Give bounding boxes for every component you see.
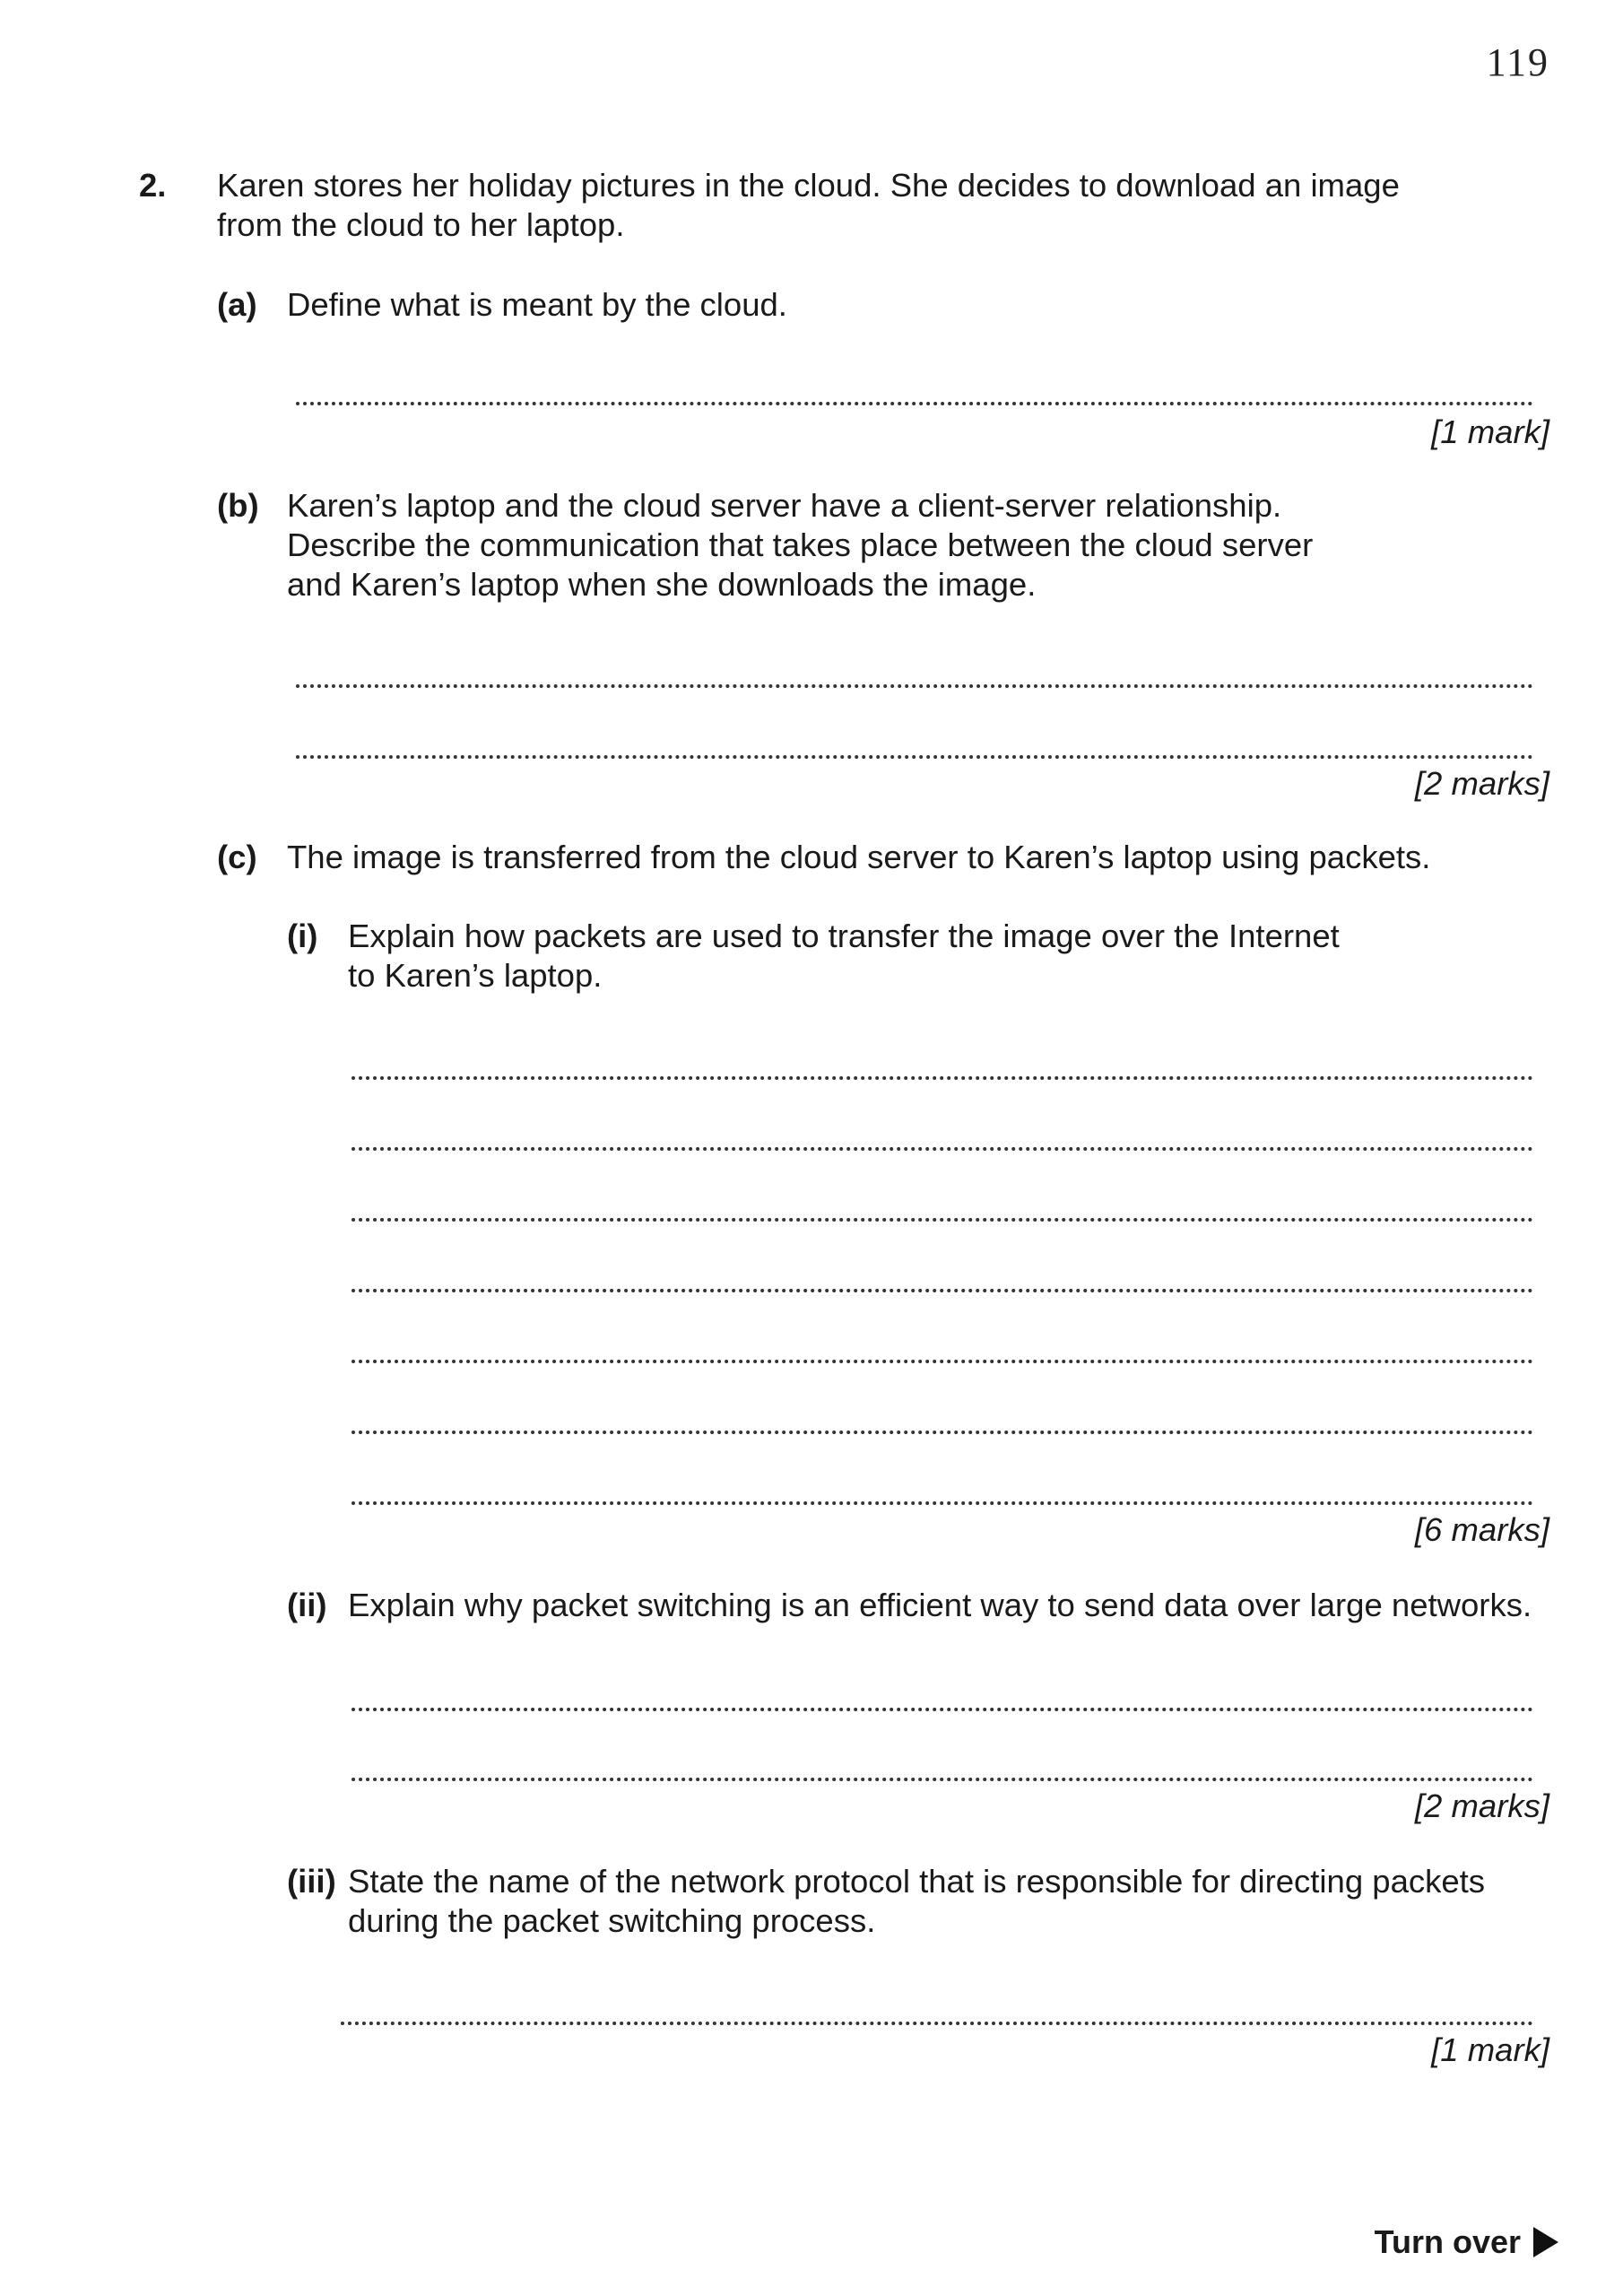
answer-line-c-i-5[interactable] <box>352 1360 1533 1363</box>
answer-line-c-i-1[interactable] <box>352 1076 1533 1080</box>
part-b-text-line-3: and Karen’s laptop when she downloads the image. <box>287 566 1037 603</box>
part-c-text: The image is transferred from the cloud server to Karen’s laptop using packets. <box>287 839 1431 875</box>
answer-line-b-1[interactable] <box>296 684 1533 688</box>
turn-over-label: Turn over <box>1374 2223 1521 2260</box>
part-c-iii-text-line-1: State the name of the network protocol that is responsible for directing packets <box>348 1863 1486 1900</box>
part-b-text-line-2: Describe the communication that takes place between the cloud server <box>287 526 1314 563</box>
page-number: 119 <box>1486 40 1549 84</box>
part-b-text-line-1: Karen’s laptop and the cloud server have a client-server relationship. <box>287 487 1282 524</box>
answer-line-c-i-4[interactable] <box>352 1289 1533 1292</box>
part-b-marks: [2 marks] <box>1414 765 1549 802</box>
part-b-label: (b) <box>217 487 259 524</box>
part-c-iii-marks: [1 mark] <box>1431 2031 1549 2068</box>
answer-line-c-iii-1[interactable] <box>341 2022 1533 2025</box>
part-c-i-text-line-1: Explain how packets are used to transfer the image over the Internet <box>348 918 1340 954</box>
answer-line-c-i-7[interactable] <box>352 1501 1533 1505</box>
answer-line-c-ii-1[interactable] <box>352 1708 1533 1711</box>
answer-line-b-2[interactable] <box>296 755 1533 759</box>
right-triangle-icon <box>1533 2227 1558 2257</box>
answer-line-c-i-6[interactable] <box>352 1431 1533 1434</box>
part-c-i-label: (i) <box>287 918 318 954</box>
answer-line-c-ii-2[interactable] <box>352 1778 1533 1781</box>
answer-line-a-1[interactable] <box>296 402 1533 405</box>
answer-line-c-i-3[interactable] <box>352 1218 1533 1222</box>
part-c-i-text-line-2: to Karen’s laptop. <box>348 957 603 994</box>
part-c-label: (c) <box>217 839 257 875</box>
answer-line-c-i-2[interactable] <box>352 1147 1533 1151</box>
part-c-ii-label: (ii) <box>287 1587 327 1623</box>
part-a-marks: [1 mark] <box>1431 413 1549 450</box>
part-c-ii-marks: [2 marks] <box>1414 1787 1549 1824</box>
question-number: 2. <box>139 167 167 204</box>
question-intro-line-1: Karen stores her holiday pictures in the cloud. She decides to download an image <box>217 167 1400 204</box>
part-a-text: Define what is meant by the cloud. <box>287 286 787 323</box>
part-c-iii-text-line-2: during the packet switching process. <box>348 1902 876 1939</box>
part-c-iii-label: (iii) <box>287 1863 336 1900</box>
turn-over <box>1375 2222 1558 2262</box>
part-a-label: (a) <box>217 286 257 323</box>
part-c-ii-text: Explain why packet switching is an efficient way to send data over large networks. <box>348 1587 1532 1623</box>
question-intro-line-2: from the cloud to her laptop. <box>217 206 625 243</box>
part-c-i-marks: [6 marks] <box>1414 1511 1549 1548</box>
